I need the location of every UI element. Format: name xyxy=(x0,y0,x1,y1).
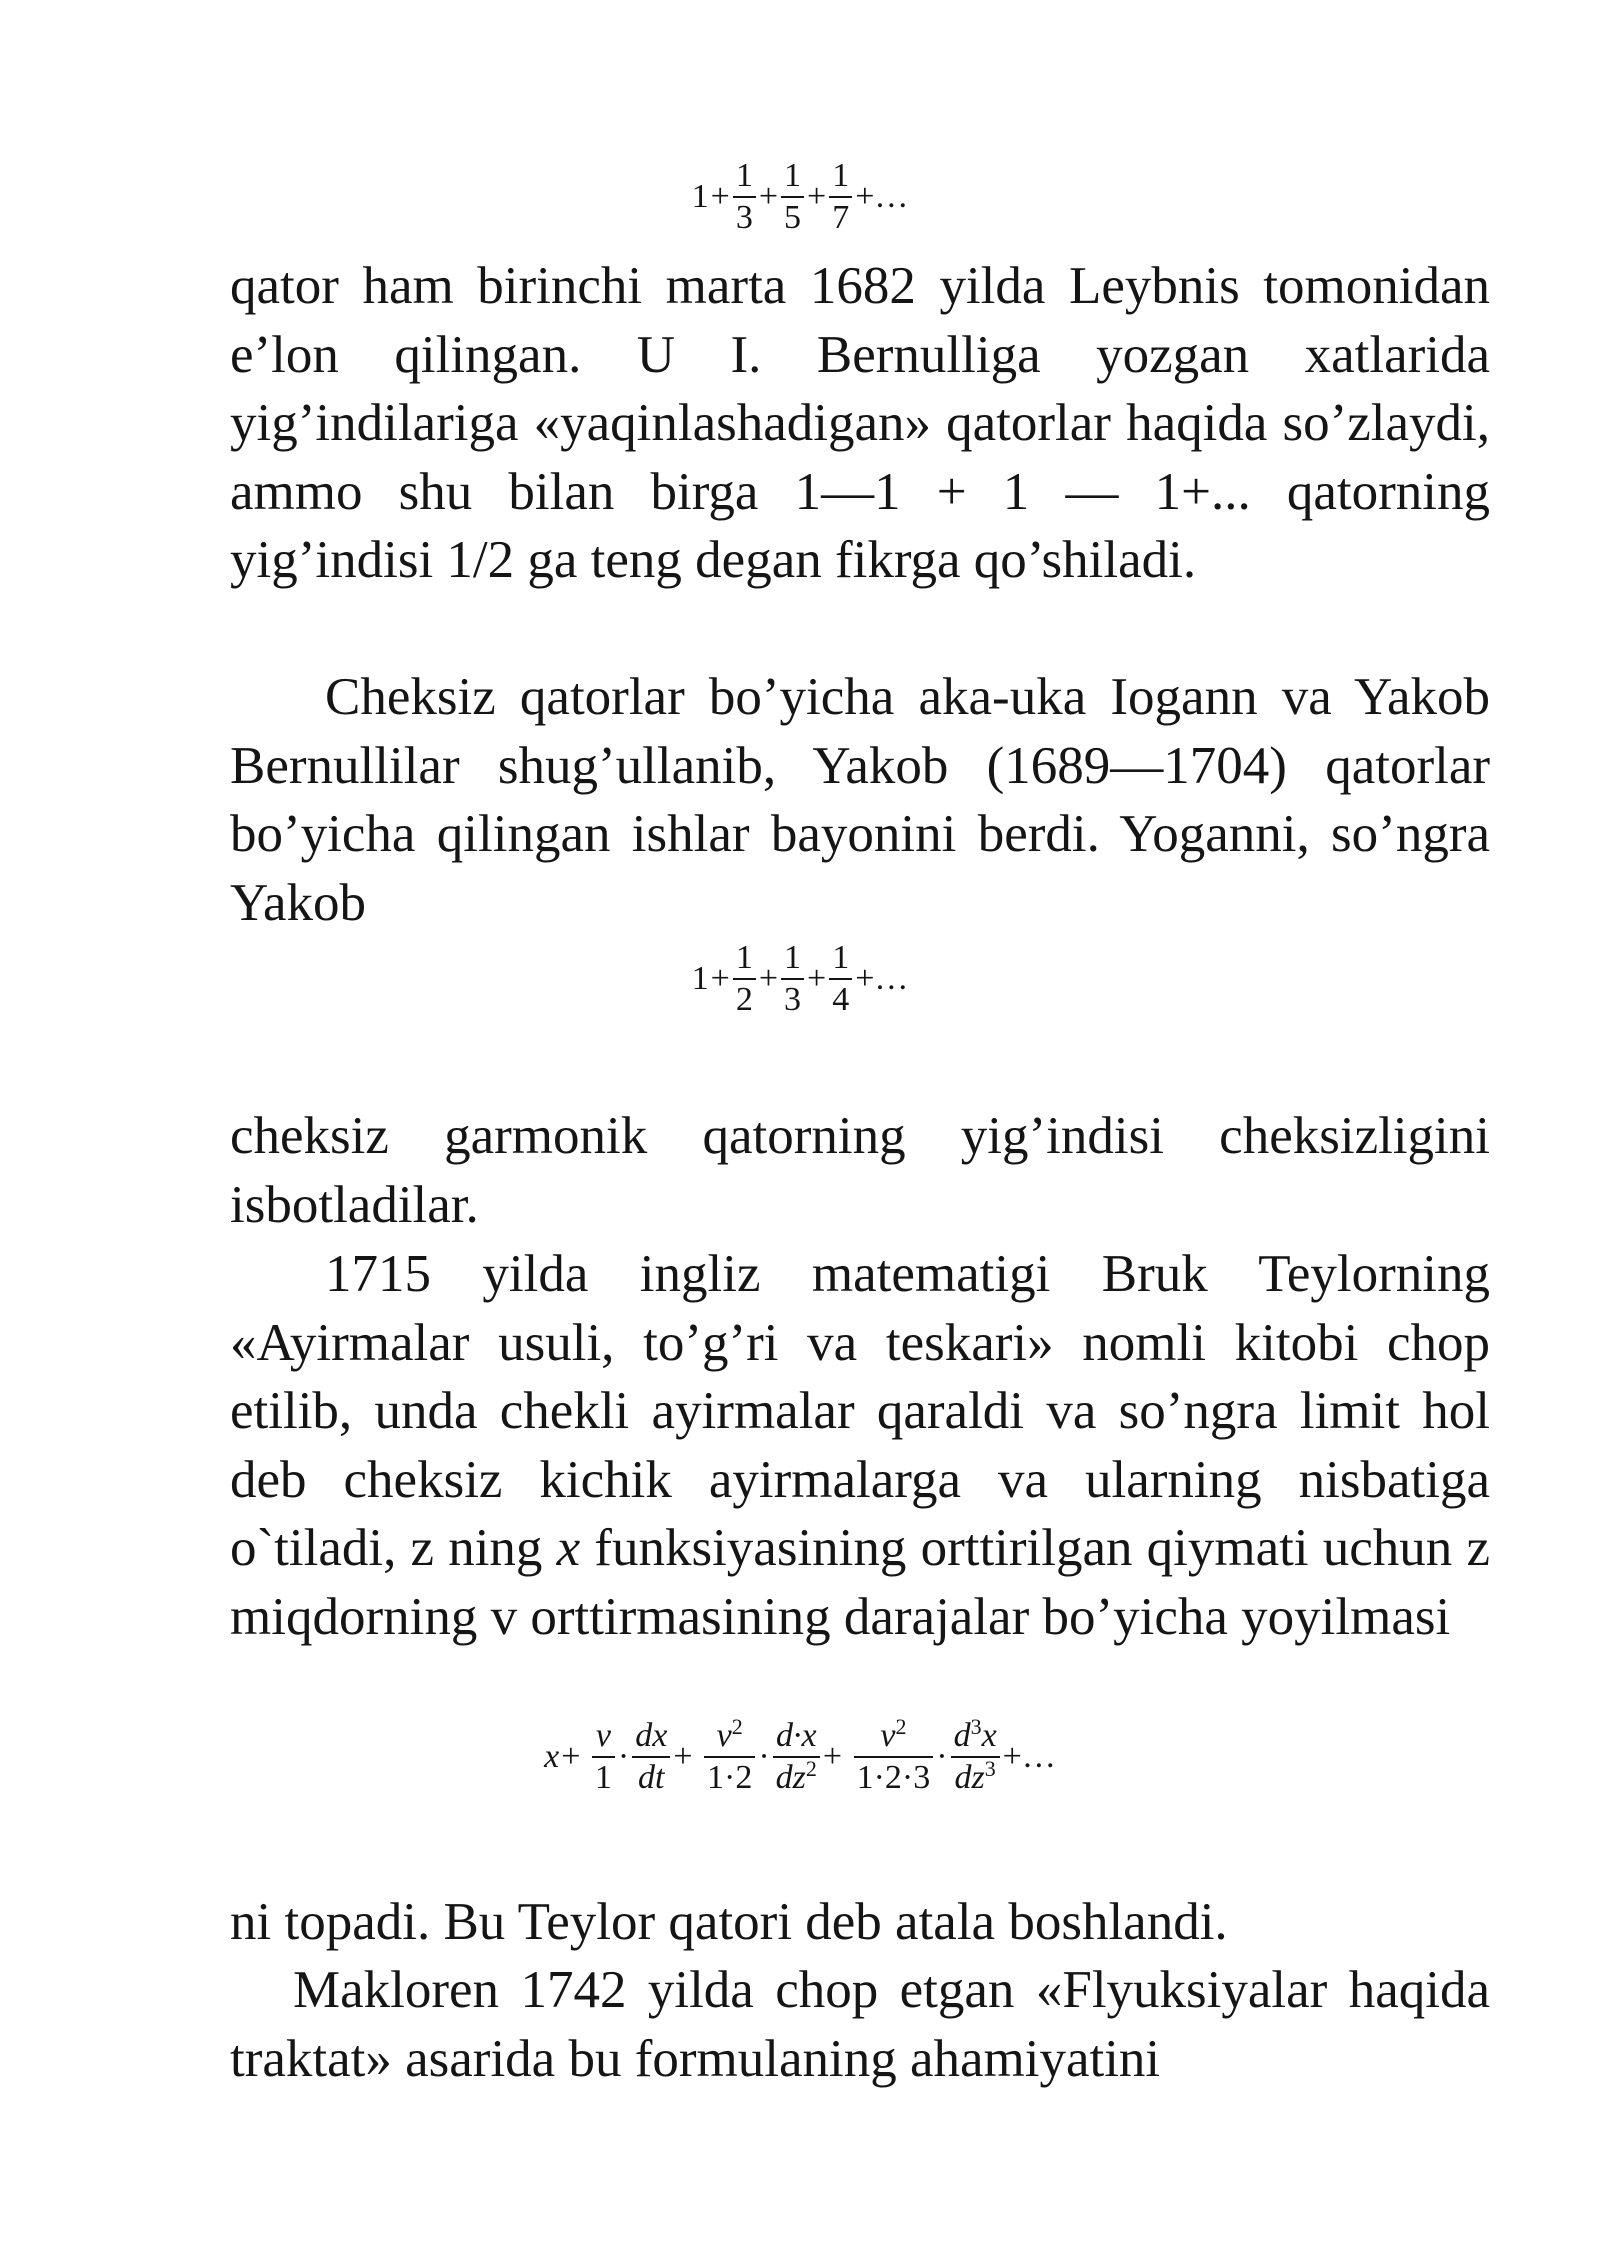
coefficient-fraction xyxy=(592,1718,615,1796)
formula-lead: 1 xyxy=(691,960,709,997)
dot-sign: · xyxy=(617,1738,630,1775)
coefficient-fraction xyxy=(854,1714,934,1796)
fraction-denominator: dt xyxy=(638,1759,665,1796)
fraction xyxy=(781,940,804,1018)
fraction xyxy=(829,158,852,236)
fraction-numerator: 1 xyxy=(781,940,804,980)
fraction-numerator: v xyxy=(592,1718,615,1758)
dot-sign: · xyxy=(936,1738,948,1775)
variable-x: x xyxy=(556,1519,581,1577)
fraction xyxy=(733,940,756,1018)
paragraph-taylor xyxy=(230,1240,1490,1651)
numerator-base: v xyxy=(880,1717,896,1754)
plus-sign: + xyxy=(822,1738,843,1775)
coefficient-fraction xyxy=(704,1714,755,1796)
formula-tail: +… xyxy=(1002,1738,1056,1775)
plus-sign: + xyxy=(807,960,827,997)
fraction-denominator: 1·2·3 xyxy=(856,1759,931,1796)
fraction-numerator xyxy=(951,1714,1000,1758)
formula-tail: +… xyxy=(855,178,909,215)
formula-harmonic-series xyxy=(0,940,1600,1018)
fraction-numerator: 1 xyxy=(733,940,756,980)
fraction-denominator: 3 xyxy=(784,981,801,1018)
derivative-fraction xyxy=(951,1714,1000,1796)
fraction-numerator xyxy=(704,1714,755,1758)
fraction-numerator: dx xyxy=(632,1718,670,1758)
plus-sign: + xyxy=(710,960,730,997)
fraction-numerator: 1 xyxy=(733,158,756,198)
plus-sign: + xyxy=(710,178,730,215)
numerator-exponent: 2 xyxy=(895,1714,907,1739)
plus-sign: + xyxy=(807,178,827,215)
plus-sign: + xyxy=(673,1738,693,1775)
formula-lead: 1 xyxy=(691,178,709,215)
fraction-denominator: 5 xyxy=(784,199,801,236)
fraction-numerator: 1 xyxy=(829,158,852,198)
paragraph-taylor-named: ni topadi. Bu Teylor qatori deb atala boshlandi. xyxy=(230,1893,1228,1951)
denominator-base: dz xyxy=(775,1759,806,1796)
numerator-rest: x xyxy=(981,1717,997,1754)
numerator-exponent: 2 xyxy=(731,1714,743,1739)
fraction-denominator xyxy=(951,1758,1000,1796)
plus-sign: + xyxy=(561,1738,581,1775)
fraction-denominator: 4 xyxy=(832,981,850,1018)
paragraph-harmonic: cheksiz garmonik qatorning yig’indisi cheksizligini isbotladilar. xyxy=(230,1107,1490,1234)
derivative-fraction xyxy=(632,1718,670,1796)
fraction-denominator: 2 xyxy=(735,981,753,1018)
formula-leibniz-series xyxy=(0,158,1600,236)
numerator-base: v xyxy=(716,1717,732,1754)
fraction-denominator: 1 xyxy=(594,1759,612,1796)
paragraph-leibniz: qator ham birinchi marta 1682 yilda Leybnis tomonidan e’lon qilingan. U I. Bernulliga yozgan xatlarida yig’indilariga «yaqinlashadigan» qatorlar haqida so’zlaydi, ammo shu bilan birga 1—1 + 1 — 1+... qatorning yig’indisi 1/2 ga teng degan fikrga qo’shiladi. xyxy=(230,257,1490,589)
formula-tail: +… xyxy=(855,960,909,997)
fraction-denominator: 1·2 xyxy=(707,1759,753,1796)
denominator-base: dz xyxy=(954,1759,985,1796)
paragraph-bernoulli xyxy=(230,663,1490,937)
derivative-fraction xyxy=(773,1718,820,1796)
fraction-numerator: 1 xyxy=(781,158,804,198)
paragraph-bernoulli-text: Cheksiz qatorlar bo’yicha aka-uka Iogann va Yakob Bernullilar shug’ullanib, Yakob (1689—1704) qatorlar bo’yicha qilingan ishlar bayonini berdi. Yoganni, so’ngra Yakob xyxy=(230,668,1490,932)
fraction-numerator xyxy=(854,1714,934,1758)
denominator-exponent: 2 xyxy=(805,1756,817,1781)
fraction-numerator: 1 xyxy=(829,940,852,980)
fraction xyxy=(733,158,756,236)
dot-sign: · xyxy=(758,1738,770,1775)
fraction xyxy=(829,940,852,1018)
paragraph-taylor-text-1: 1715 yilda ingliz matematigi Bruk Teylorning «Ayirmalar usuli, to’g’ri va teskari» nomli kitobi chop etilib, unda chekli ayirmalar qaraldi va so’ngra limit hol deb cheksiz kichik ayirmalarga va ularning nisbatiga o`tiladi, z ning xyxy=(230,1245,1490,1577)
denominator-exponent: 3 xyxy=(984,1756,996,1781)
fraction xyxy=(781,158,804,236)
paragraph-taylor-text-2: funksiyasining orttirilgan qiymati uchun z miqdorning v orttirmasining darajalar bo’yicha yoyilmasi xyxy=(230,1519,1490,1646)
fraction-denominator: 7 xyxy=(832,199,850,236)
numerator-exponent: 3 xyxy=(970,1714,982,1739)
numerator-base: d xyxy=(953,1717,971,1754)
fraction-denominator xyxy=(773,1758,820,1796)
plus-sign: + xyxy=(758,178,778,215)
formula-variable-x: x xyxy=(544,1738,560,1775)
formula-taylor-series xyxy=(0,1714,1600,1796)
fraction-denominator: 3 xyxy=(735,199,753,236)
fraction-numerator: d·x xyxy=(773,1718,820,1758)
plus-sign: + xyxy=(758,960,778,997)
paragraph-maclaurin: Makloren 1742 yilda chop etgan «Flyuksiyalar haqida traktat» asarida bu formulaning ahamiyatini xyxy=(230,1961,1490,2088)
